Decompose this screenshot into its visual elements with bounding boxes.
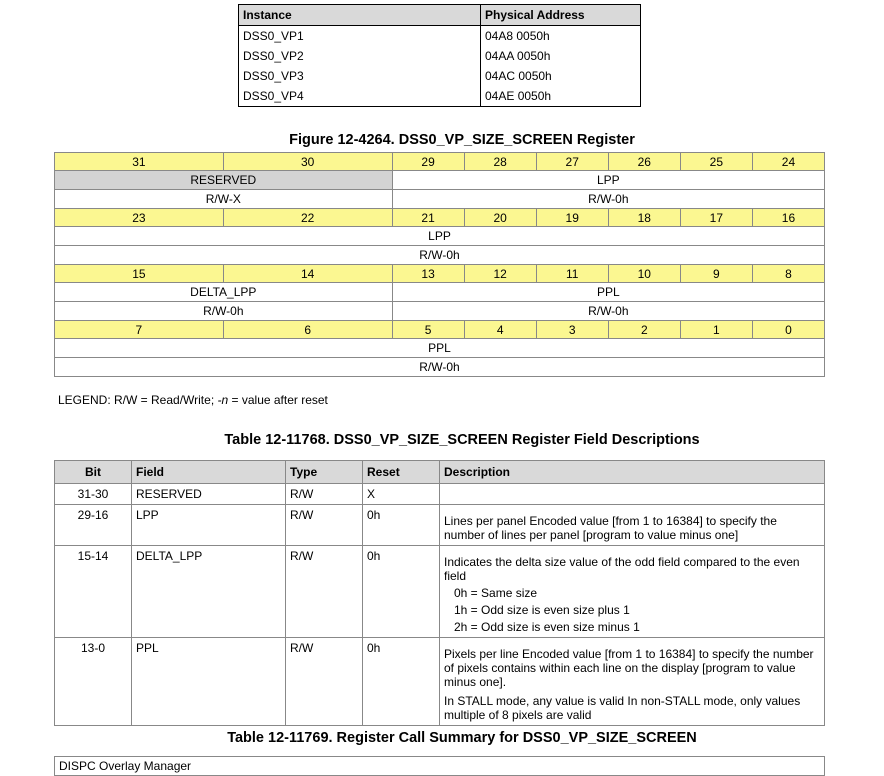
table-row: [55, 484, 825, 505]
bit-header: Bit: [55, 461, 132, 484]
address-cell: 04A8 0050h: [481, 26, 641, 47]
instance-cell: DSS0_VP2: [239, 46, 481, 66]
access-ppl: R/W-0h: [55, 358, 825, 377]
instance-cell: DSS0_VP4: [239, 86, 481, 107]
bit-number: 10: [608, 265, 680, 283]
bit-cell: 29-16: [55, 505, 132, 546]
type-cell: R/W: [286, 505, 363, 546]
type-cell: R/W: [286, 638, 363, 726]
bit-number: 18: [608, 209, 680, 227]
summary-caption: Table 12-11769. Register Call Summary for DSS0_VP_SIZE_SCREEN: [227, 730, 697, 746]
bit-number: 3: [536, 321, 608, 339]
description-text: Pixels per line Encoded value [from 1 to 16384] to specify the number of pixels contains within each line on the display [program to value minus one].: [444, 647, 814, 689]
field-ppl: PPL: [55, 339, 825, 358]
bit-number: 23: [55, 209, 224, 227]
table-row: [55, 505, 825, 546]
bit-number: 1: [680, 321, 752, 339]
bit-cell: 13-0: [55, 638, 132, 726]
field-delta-lpp: DELTA_LPP: [55, 283, 393, 302]
bit-number: 20: [464, 209, 536, 227]
bit-number-row: [55, 321, 825, 339]
register-figure: [54, 152, 825, 377]
address-cell: 04AC 0050h: [481, 66, 641, 86]
instance-table-header: [239, 5, 641, 26]
address-header: Physical Address: [481, 5, 641, 26]
access-row: [55, 190, 825, 209]
bit-number: 29: [392, 153, 464, 171]
description-cell: [440, 505, 825, 546]
bit-number: 15: [55, 265, 224, 283]
legend-prefix: LEGEND: R/W = Read/Write;: [58, 393, 218, 407]
bit-number-row: [55, 153, 825, 171]
description-text: Lines per panel Encoded value [from 1 to 16384] to specify the number of lines per panel [program to value minus one]: [444, 514, 777, 542]
bit-number: 17: [680, 209, 752, 227]
access-reserved: R/W-X: [55, 190, 393, 209]
summary-first-row: DISPC Overlay Manager: [54, 756, 825, 776]
address-cell: 04AE 0050h: [481, 86, 641, 107]
bit-number: 9: [680, 265, 752, 283]
legend-suffix: = value after reset: [228, 393, 328, 407]
field-description-table: [54, 460, 825, 726]
bit-number: 6: [223, 321, 392, 339]
bit-number: 4: [464, 321, 536, 339]
bit-number: 11: [536, 265, 608, 283]
bit-number: 22: [223, 209, 392, 227]
table-row: [239, 46, 641, 66]
bit-number: 7: [55, 321, 224, 339]
bit-number-row: [55, 265, 825, 283]
bit-number: 30: [223, 153, 392, 171]
table-row: [239, 66, 641, 86]
reset-cell: 0h: [363, 546, 440, 638]
bit-number: 25: [680, 153, 752, 171]
type-cell: R/W: [286, 546, 363, 638]
figure-caption: Figure 12-4264. DSS0_VP_SIZE_SCREEN Register: [289, 132, 635, 148]
field-name-row: [55, 339, 825, 358]
field-name-row: [55, 171, 825, 190]
reset-header: Reset: [363, 461, 440, 484]
address-cell: 04AA 0050h: [481, 46, 641, 66]
bit-number: 26: [608, 153, 680, 171]
field-cell: PPL: [132, 638, 286, 726]
description-header: Description: [440, 461, 825, 484]
bit-number: 0: [752, 321, 824, 339]
bit-cell: 31-30: [55, 484, 132, 505]
description-text: In STALL mode, any value is valid In non-STALL mode, only values multiple of 8 pixels are valid: [444, 694, 801, 722]
instance-cell: DSS0_VP3: [239, 66, 481, 86]
reset-cell: 0h: [363, 505, 440, 546]
enum-value: 2h = Odd size is even size minus 1: [454, 620, 640, 634]
field-reserved: RESERVED: [55, 171, 393, 190]
bit-number: 31: [55, 153, 224, 171]
instance-header: Instance: [239, 5, 481, 26]
type-header: Type: [286, 461, 363, 484]
reset-cell: X: [363, 484, 440, 505]
bit-number: 2: [608, 321, 680, 339]
bit-cell: 15-14: [55, 546, 132, 638]
bit-number: 27: [536, 153, 608, 171]
enum-value: 1h = Odd size is even size plus 1: [454, 603, 630, 617]
type-cell: R/W: [286, 484, 363, 505]
bit-number: 28: [464, 153, 536, 171]
table-row: [239, 86, 641, 107]
legend: [58, 393, 328, 407]
access-lpp: R/W-0h: [392, 190, 824, 209]
bit-number: 24: [752, 153, 824, 171]
field-ppl: PPL: [392, 283, 824, 302]
table-row: [55, 546, 825, 638]
description-text: Indicates the delta size value of the odd field compared to the even field: [444, 555, 800, 583]
table-caption: Table 12-11768. DSS0_VP_SIZE_SCREEN Register Field Descriptions: [224, 432, 700, 448]
instance-cell: DSS0_VP1: [239, 26, 481, 47]
enum-value: 0h = Same size: [454, 586, 538, 600]
bit-number-row: [55, 209, 825, 227]
table-row: [239, 26, 641, 47]
bit-number: 21: [392, 209, 464, 227]
bit-number: 16: [752, 209, 824, 227]
access-row: [55, 358, 825, 377]
field-header: Field: [132, 461, 286, 484]
access-delta-lpp: R/W-0h: [55, 302, 393, 321]
description-cell: [440, 546, 825, 638]
field-name-row: [55, 283, 825, 302]
bit-number: 5: [392, 321, 464, 339]
access-row: [55, 246, 825, 265]
bit-number: 19: [536, 209, 608, 227]
field-cell: RESERVED: [132, 484, 286, 505]
access-ppl: R/W-0h: [392, 302, 824, 321]
legend-n: -n: [217, 393, 229, 407]
description-cell: [440, 484, 825, 505]
reset-cell: 0h: [363, 638, 440, 726]
access-row: [55, 302, 825, 321]
bit-number: 14: [223, 265, 392, 283]
table-row: [55, 638, 825, 726]
description-cell: [440, 638, 825, 726]
field-cell: DELTA_LPP: [132, 546, 286, 638]
field-table-header: [55, 461, 825, 484]
bit-number: 13: [392, 265, 464, 283]
field-cell: LPP: [132, 505, 286, 546]
instance-table: [238, 4, 641, 107]
field-name-row: [55, 227, 825, 246]
access-lpp: R/W-0h: [55, 246, 825, 265]
bit-number: 12: [464, 265, 536, 283]
field-lpp: LPP: [392, 171, 824, 190]
bit-number: 8: [752, 265, 824, 283]
field-lpp: LPP: [55, 227, 825, 246]
